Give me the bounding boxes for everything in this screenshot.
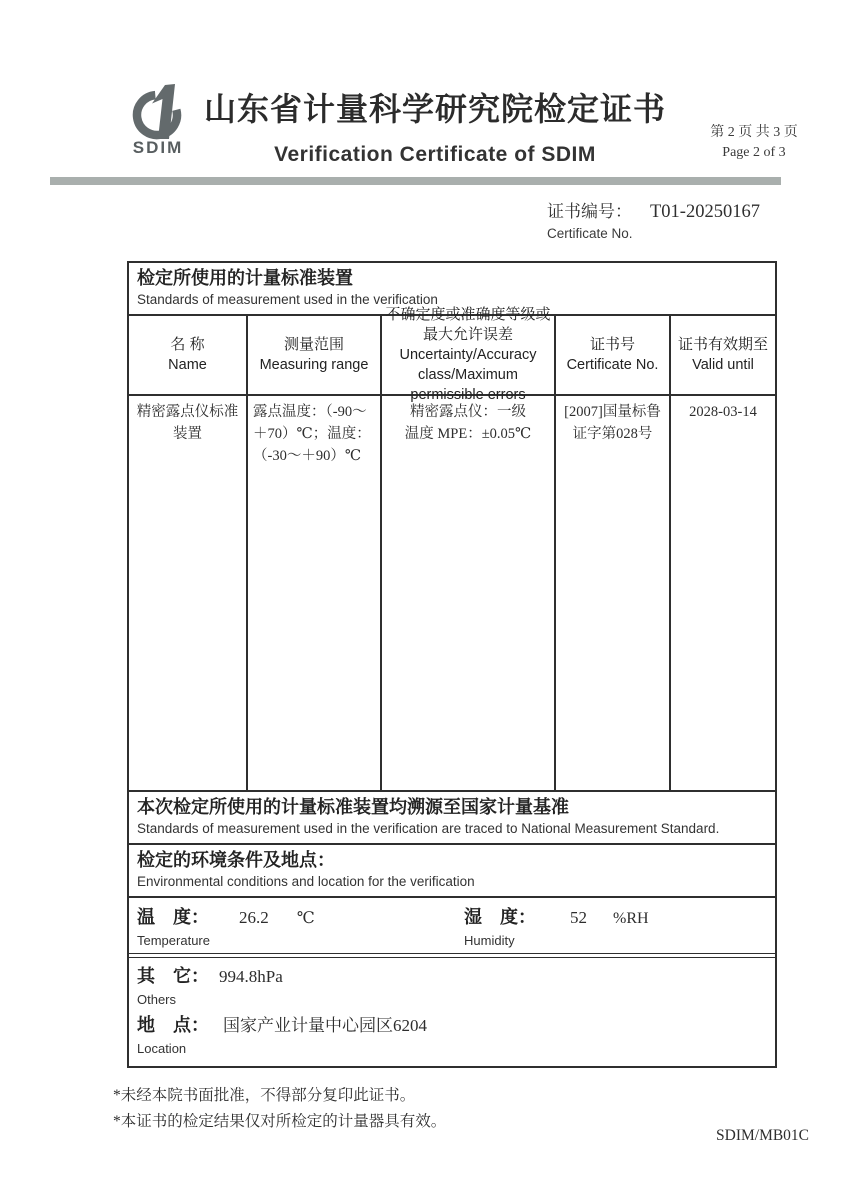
page-number	[694, 123, 814, 163]
temperature-field	[137, 903, 315, 948]
others-field	[129, 962, 775, 1007]
table-row	[129, 396, 775, 792]
temperature-label: 温 度：	[137, 907, 209, 927]
traceability-section	[129, 792, 775, 845]
traceability-title-en: Standards of measurement used in the verification are traced to National Measurement Standard.	[137, 821, 720, 836]
location-field	[129, 1011, 775, 1056]
certificate-number-value: T01-20250167	[650, 202, 760, 222]
sdim-logo	[116, 84, 200, 158]
cell-measuring-range: 露点温度：（-90～＋70）℃；温度：（-30～＋90）℃	[248, 396, 382, 790]
humidity-label-english: Humidity	[464, 933, 515, 948]
location-label-english: Location	[137, 1041, 187, 1056]
environment-row-others-location	[129, 957, 775, 1066]
certificate-number-label: 证书编号：	[547, 202, 632, 221]
environment-title-zh: 检定的环境条件及地点：	[137, 850, 335, 870]
traceability-title-zh: 本次检定所使用的计量标准装置均溯源至国家计量基准	[137, 797, 569, 817]
sdim-logo-icon	[123, 84, 193, 140]
humidity-unit: %RH	[613, 910, 649, 927]
column-header-valid-until: 证书有效期至 Valid until	[677, 336, 768, 373]
logo-wordmark: SDIM	[132, 138, 184, 157]
column-header-name: 名 称 Name	[129, 316, 248, 394]
humidity-value: 52	[570, 908, 587, 927]
cell-valid-until: 2028-03-14	[689, 404, 757, 420]
footnotes	[113, 1083, 446, 1135]
humidity-field	[464, 903, 649, 948]
temperature-value: 26.2	[239, 908, 269, 927]
page-title-english: Verification Certificate of SDIM	[274, 143, 596, 166]
environment-row-temperature-humidity	[129, 898, 775, 954]
certificate-number-line	[547, 197, 760, 223]
standards-title-zh: 检定所使用的计量标准装置	[137, 268, 353, 288]
form-code: SDIM/MB01C	[716, 1127, 810, 1144]
standards-title-en: Standards of measurement used in the verification	[137, 292, 438, 307]
footnote-2: *本证书的检定结果仅对所检定的计量器具有效。	[113, 1113, 447, 1130]
document-titles	[196, 84, 674, 167]
environment-title-en: Environmental conditions and location for the verification	[137, 874, 475, 889]
temperature-unit: ℃	[296, 910, 315, 927]
environment-section-header	[129, 845, 775, 898]
table-header-row	[129, 306, 775, 403]
others-label: 其 它：	[137, 966, 209, 986]
page-number-en: Page 2 of 3	[722, 145, 786, 160]
column-header-certificate-no: 证书号 Certificate No.	[556, 316, 671, 394]
page-number-zh: 第 2 页 共 3 页	[710, 125, 798, 140]
temperature-label-english: Temperature	[137, 933, 210, 948]
cell-standard-name: 精密露点仪标准装置	[129, 396, 248, 790]
certificate-number-block	[547, 197, 760, 241]
standards-table	[127, 261, 777, 1068]
column-header-uncertainty: 不确定度或准确度等级或最大允许误差 Uncertainty/Accuracy class/Maximum permissible errors	[382, 316, 556, 394]
footnote-1: *未经本院书面批准，不得部分复印此证书。	[113, 1087, 416, 1104]
page-title: 山东省计量科学研究院检定证书	[203, 91, 666, 127]
column-header-measuring-range: 测量范围 Measuring range	[248, 316, 382, 394]
humidity-label: 湿 度：	[464, 907, 536, 927]
header-divider-bar	[50, 177, 781, 185]
certificate-number-label-english: Certificate No.	[547, 226, 633, 241]
cell-uncertainty: 精密露点仪：一级 温度 MPE：±0.05℃	[382, 396, 556, 790]
location-value: 国家产业计量中心园区6204	[223, 1016, 427, 1035]
location-label: 地 点：	[137, 1015, 209, 1035]
others-value: 994.8hPa	[219, 967, 283, 986]
cell-certificate-no: [2007]国量标鲁 证字第028号	[556, 396, 671, 790]
others-label-english: Others	[137, 992, 177, 1007]
